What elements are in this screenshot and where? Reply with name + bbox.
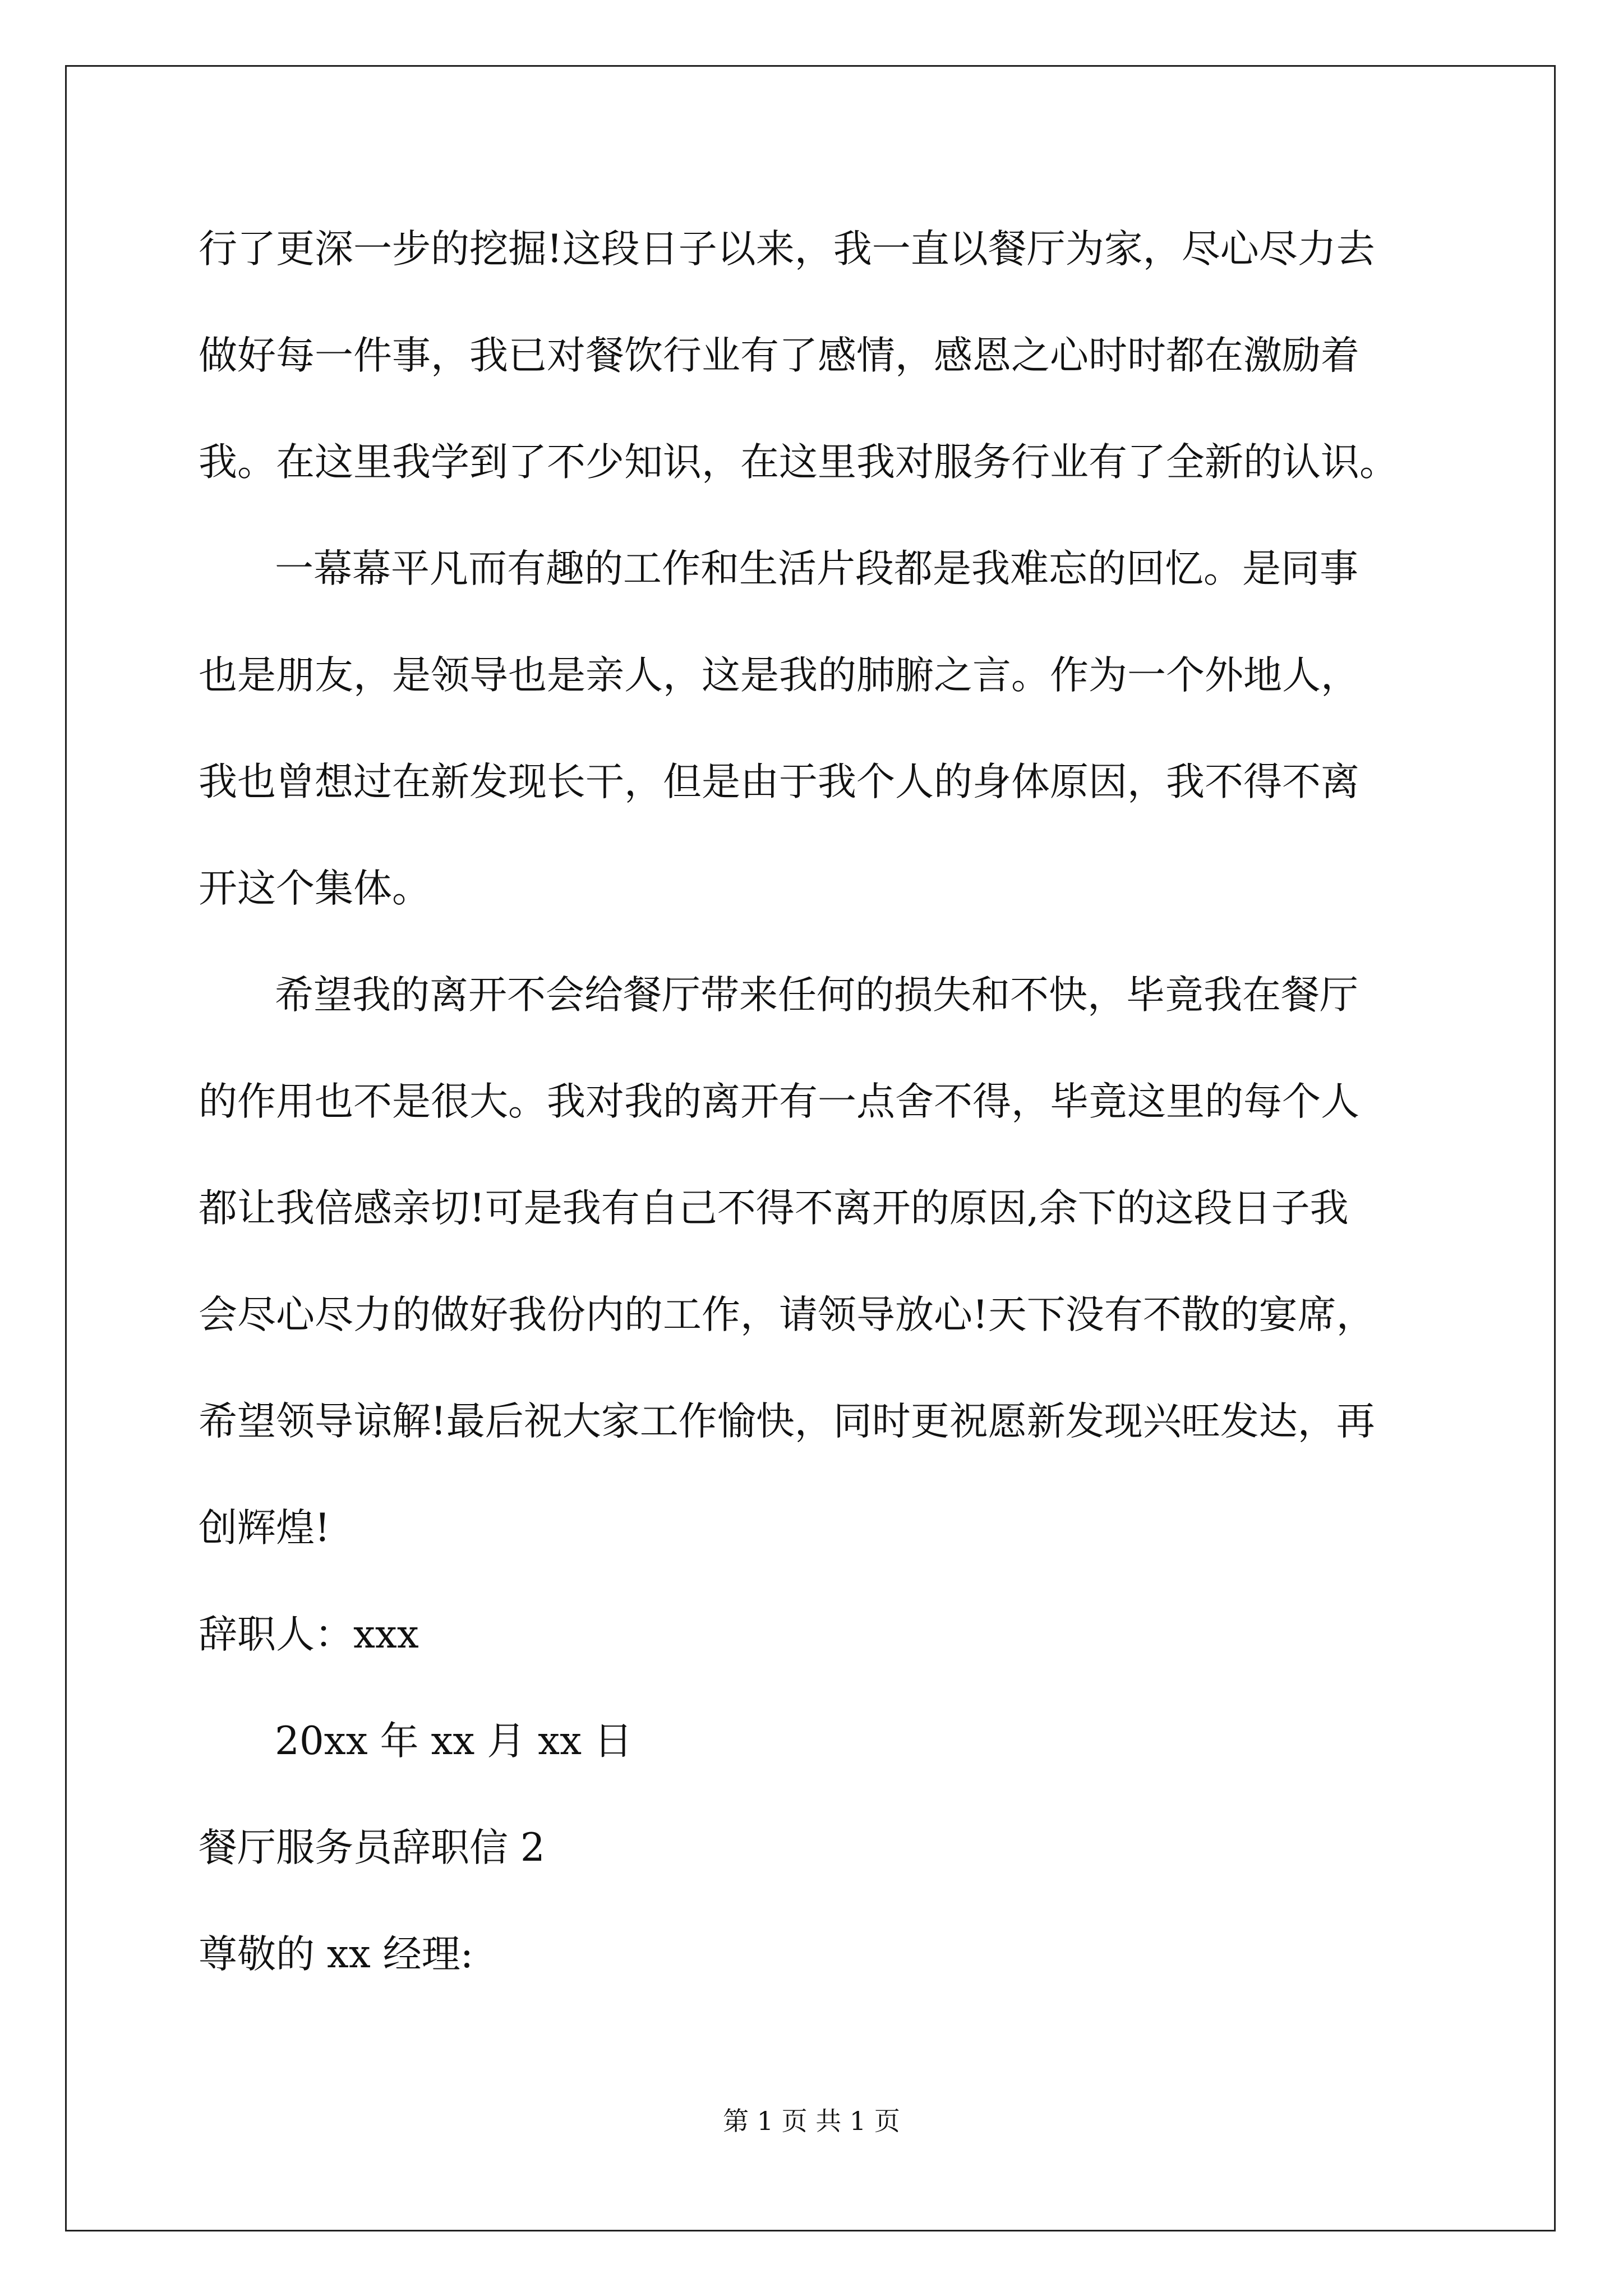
body-line: 希望领导谅解!最后祝大家工作愉快，同时更祝愿新发现兴旺发达，再 [199,1399,1375,1444]
paragraph-start-line: 一幕幕平凡而有趣的工作和生活片段都是我难忘的回忆。是同事 [275,546,1358,591]
page-footer: 第 1 页 共 1 页 [723,2106,900,2136]
body-line: 开这个集体。 [199,866,431,911]
body-line: 我也曾想过在新发现长干，但是由于我个人的身体原因，我不得不离 [199,760,1359,804]
body-line: 我。在这里我学到了不少知识，在这里我对服务行业有了全新的认识。 [199,440,1398,485]
signature-line: 辞职人：xxx [199,1612,419,1657]
body-line: 会尽心尽力的做好我份内的工作，请领导放心!天下没有不散的宴席， [199,1292,1375,1337]
body-line: 创辉煌! [199,1506,330,1550]
date-line: 20xx 年 xx 月 xx 日 [275,1719,633,1764]
page-frame [65,65,1556,2231]
body-line: 也是朋友，是领导也是亲人，这是我的肺腑之言。作为一个外地人， [199,653,1359,698]
body-line: 做好每一件事，我已对餐饮行业有了感情，感恩之心时时都在激励着 [199,333,1359,378]
body-line: 的作用也不是很大。我对我的离开有一点舍不得，毕竟这里的每个人 [199,1079,1359,1124]
body-line: 行了更深一步的挖掘!这段日子以来，我一直以餐厅为家，尽心尽力去 [199,227,1375,272]
body-line: 都让我倍感亲切!可是我有自己不得不离开的原因,余下的这段日子我 [199,1186,1349,1231]
paragraph-start-line: 希望我的离开不会给餐厅带来任何的损失和不快，毕竟我在餐厅 [275,973,1358,1018]
section-title: 餐厅服务员辞职信 2 [199,1825,545,1870]
salutation: 尊敬的 xx 经理: [199,1932,473,1977]
